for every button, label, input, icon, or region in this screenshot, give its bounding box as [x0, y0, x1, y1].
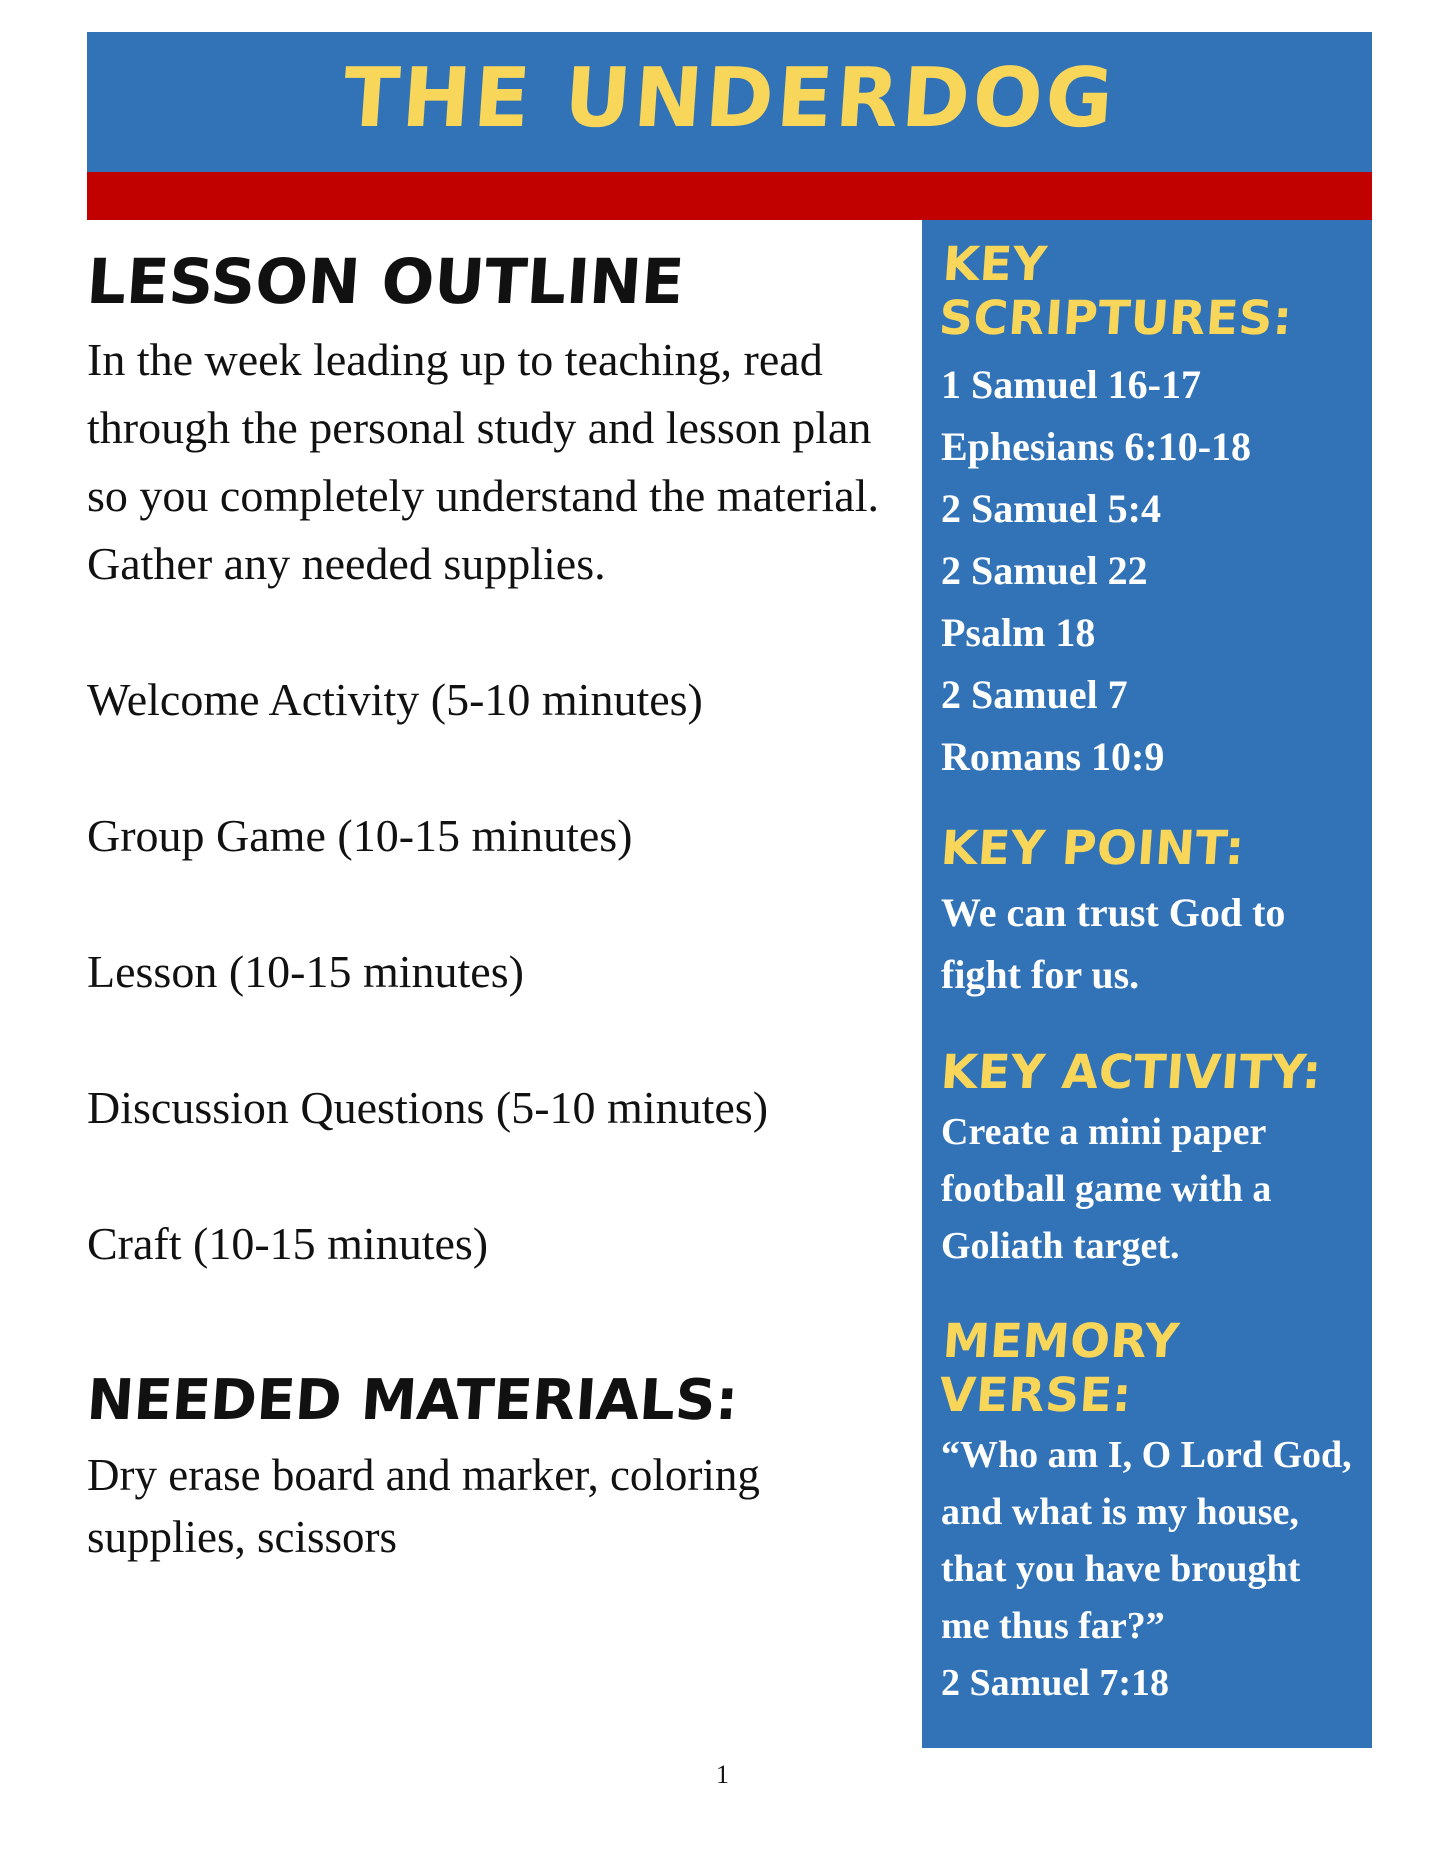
needed-materials-heading: NEEDED MATERIALS:: [84, 1368, 741, 1434]
outline-intro: In the week leading up to teaching, read through the personal study and lesson plan so you completely understand the material. Gather any needed supplies.: [87, 334, 879, 590]
materials-text: Dry erase board and marker, coloring supplies, scissors: [87, 1449, 760, 1562]
outline-item: Welcome Activity (5-10 minutes): [87, 674, 703, 726]
key-info-sidebar: [922, 220, 1372, 1748]
scripture-item: 2 Samuel 7: [941, 672, 1128, 718]
scripture-item: Ephesians 6:10-18: [941, 424, 1252, 470]
memory-verse-heading: MEMORY VERSE:: [937, 1314, 1182, 1424]
key-point-heading: KEY POINT:: [939, 821, 1247, 877]
lesson-outline-heading: LESSON OUTLINE: [84, 245, 687, 318]
title-banner: [87, 32, 1372, 172]
outline-item: Group Game (10-15 minutes): [87, 810, 633, 862]
outline-item: Craft (10-15 minutes): [87, 1218, 489, 1270]
page-number: 1: [716, 1760, 729, 1789]
materials-section: [84, 1368, 887, 1568]
outline-item: Discussion Questions (5-10 minutes): [87, 1082, 769, 1134]
page-title: THE UNDERDOG: [340, 51, 1120, 146]
scripture-item: 1 Samuel 16-17: [941, 362, 1201, 408]
key-scriptures-heading: KEY SCRIPTURES:: [937, 237, 1295, 347]
main-column: [84, 245, 887, 1568]
scripture-list: [941, 354, 1354, 788]
scripture-item: Romans 10:9: [941, 734, 1165, 780]
key-point-text: We can trust God to fight for us.: [941, 890, 1286, 998]
outline-item: Lesson (10-15 minutes): [87, 946, 524, 998]
memory-verse-text: “Who am I, O Lord God, and what is my house, that you have brought me thus far?”: [941, 1434, 1352, 1648]
memory-verse-reference: 2 Samuel 7:18: [941, 1662, 1169, 1705]
key-activity-heading: KEY ACTIVITY:: [939, 1045, 1324, 1101]
outline-list: [87, 666, 887, 1278]
scripture-item: 2 Samuel 22: [941, 548, 1148, 594]
scripture-item: Psalm 18: [941, 610, 1096, 656]
scripture-item: 2 Samuel 5:4: [941, 486, 1161, 532]
key-activity-text: Create a mini paper football game with a Goliath target.: [941, 1111, 1272, 1268]
red-divider-bar: [87, 172, 1372, 220]
